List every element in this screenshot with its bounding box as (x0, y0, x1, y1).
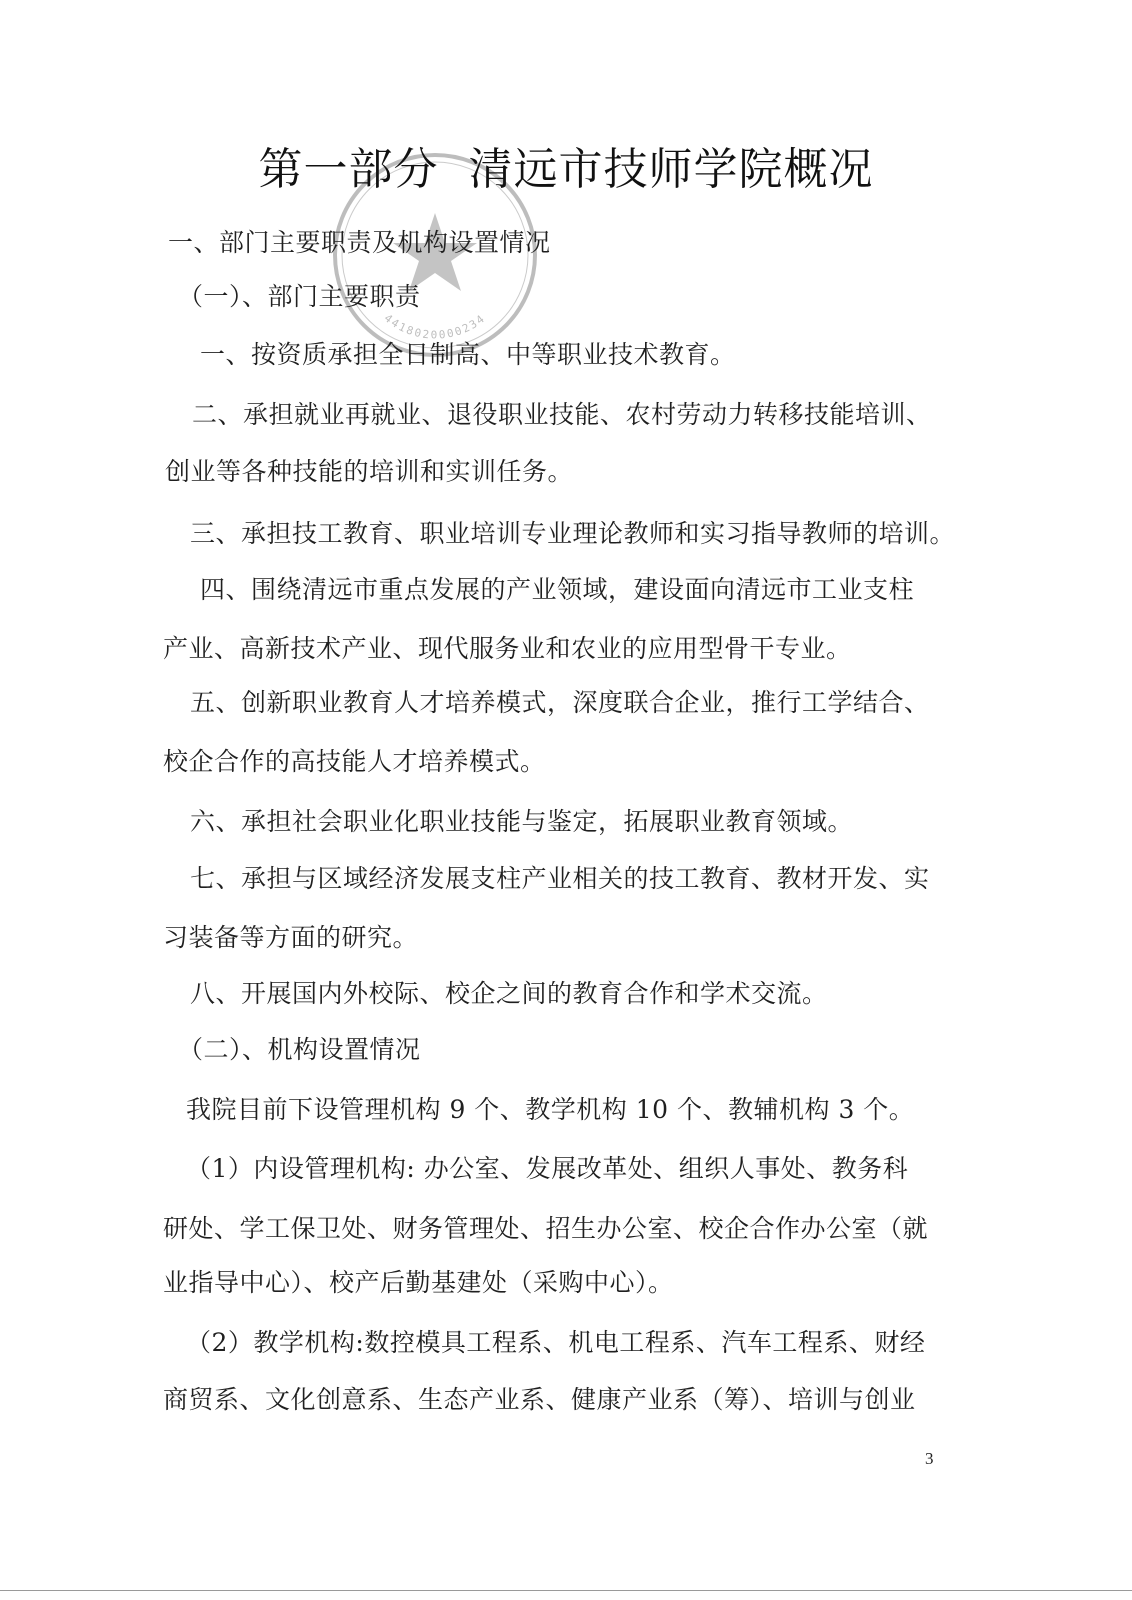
duty-item-4-cont: 产业、高新技术产业、现代服务业和农业的应用型骨干专业。 (163, 634, 852, 663)
duty-item-1: 一、按资质承担全日制高、中等职业技术教育。 (200, 340, 736, 369)
duty-item-2-cont: 创业等各种技能的培训和实训任务。 (165, 457, 574, 486)
duty-item-5-cont: 校企合作的高技能人才培养模式。 (163, 747, 546, 776)
subsection-heading: （一）、部门主要职责 (178, 282, 421, 311)
section-heading: 一、部门主要职责及机构设置情况 (168, 228, 551, 257)
org-management: （1）内设管理机构: 办公室、发展改革处、组织人事处、教务科 (186, 1154, 909, 1183)
duty-item-6: 六、承担社会职业化职业技能与鉴定，拓展职业教育领域。 (190, 807, 854, 836)
duty-item-2: 二、承担就业再就业、退役职业技能、农村劳动力转移技能培训、 (192, 400, 932, 429)
duty-item-7-cont: 习装备等方面的研究。 (163, 923, 419, 952)
duty-item-7: 七、承担与区域经济发展支柱产业相关的技工教育、教材开发、实 (190, 864, 930, 893)
page-title: 第一部分 清远市技师学院概况 (258, 144, 874, 195)
duty-item-3: 三、承担技工教育、职业培训专业理论教师和实习指导教师的培训。 (190, 519, 956, 548)
org-management-cont-2: 业指导中心）、校产后勤基建处（采购中心）。 (163, 1268, 674, 1297)
org-summary: 我院目前下设管理机构 9 个、教学机构 10 个、教辅机构 3 个。 (186, 1095, 915, 1124)
duty-item-5: 五、创新职业教育人才培养模式，深度联合企业，推行工学结合、 (190, 688, 930, 717)
subsection-heading-2: （二）、机构设置情况 (178, 1035, 421, 1064)
duty-item-4: 四、围绕清远市重点发展的产业领域，建设面向清远市工业支柱 (200, 575, 915, 604)
org-teaching: （2）教学机构:数控模具工程系、机电工程系、汽车工程系、财经 (186, 1328, 926, 1357)
seal-number: 4418020000234 (381, 311, 489, 342)
page-number: 3 (925, 1449, 934, 1468)
bottom-scan-edge (0, 1590, 1132, 1591)
org-teaching-cont: 商贸系、文化创意系、生态产业系、健康产业系（筹）、培训与创业 (163, 1385, 916, 1414)
org-management-cont-1: 研处、学工保卫处、财务管理处、招生办公室、校企合作办公室（就 (163, 1214, 929, 1243)
duty-item-8: 八、开展国内外校际、校企之间的教育合作和学术交流。 (190, 979, 828, 1008)
